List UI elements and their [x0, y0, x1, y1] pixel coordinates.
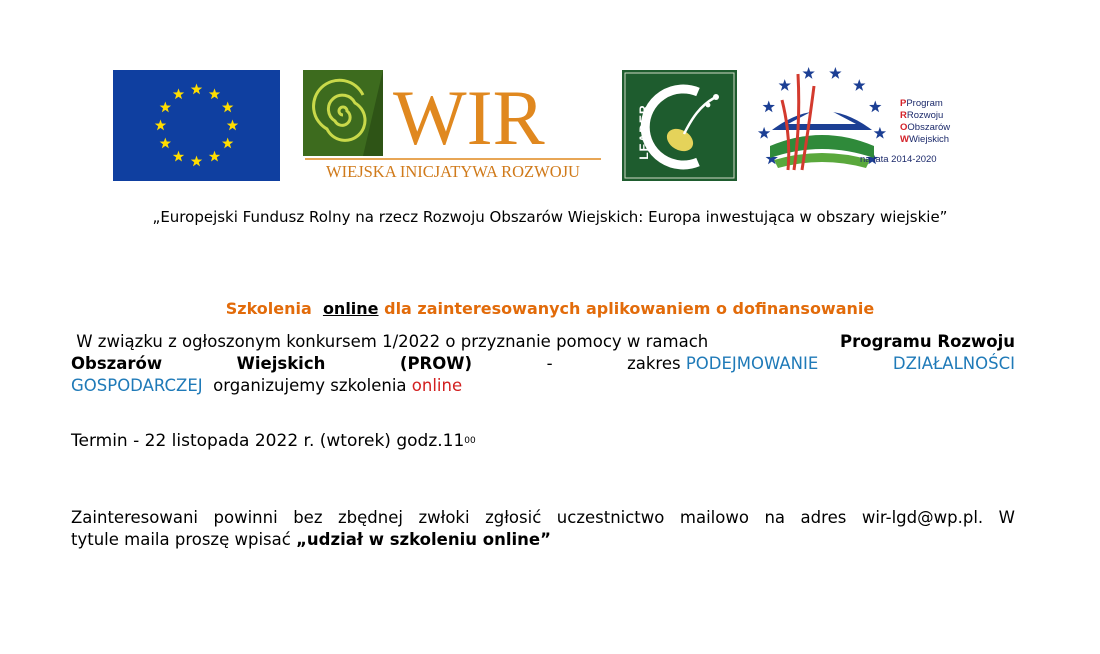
- intro-line-3: [71, 375, 1015, 397]
- motto: „Europejski Fundusz Rolny na rzecz Rozwoju Obszarów Wiejskich: Europa inwestująca w obszary wiejskie”: [152, 208, 948, 226]
- star-icon: [802, 67, 814, 79]
- contact-line-1: Zainteresowani powinni bez zbędnej zwłoki zgłosić uczestnictwo mailowo na adres wir-lgd@wp.pl. W: [71, 508, 1015, 527]
- word-obszarow: Obszarów: [71, 354, 163, 373]
- intro-line3-text: organizujemy szkolenia: [213, 376, 407, 395]
- intro-line-1: [71, 331, 1015, 353]
- star-icon: [227, 120, 238, 131]
- termin-sup: 00: [464, 436, 476, 446]
- termin-text: Termin - 22 listopada 2022 r. (wtorek) godz.11: [71, 431, 465, 451]
- termin: [71, 431, 476, 451]
- prow-logo: [750, 62, 950, 182]
- contact-paragraph: [71, 507, 1015, 551]
- leader-text: LEADER: [637, 104, 651, 160]
- headline-online: online: [322, 299, 379, 318]
- intro-line-2: [71, 353, 1015, 375]
- prow-name: [900, 98, 950, 146]
- star-icon: [209, 88, 220, 99]
- star-icon: [173, 151, 184, 162]
- star-icon: [758, 127, 770, 139]
- intro-online: online: [411, 376, 463, 395]
- word-dzialalnosci: DZIAŁALNOŚCI: [892, 354, 1015, 373]
- star-icon: [829, 67, 841, 79]
- headline-part1: Szkolenia: [225, 299, 312, 318]
- star-icon: [160, 102, 171, 113]
- contact-text: tytule maila proszę wpisać: [71, 530, 291, 549]
- star-icon: [779, 79, 791, 91]
- prow-years: na lata 2014-2020: [860, 154, 937, 165]
- star-icon: [191, 84, 202, 95]
- star-icon: [160, 138, 171, 149]
- word-dash: -: [546, 354, 553, 373]
- star-icon: [155, 120, 166, 131]
- wir-logo: [303, 70, 603, 182]
- star-icon: [209, 151, 220, 162]
- word-gospodarczej: GOSPODARCZEJ: [71, 376, 203, 395]
- headline-part2: dla zainteresowanych aplikowaniem o dofinansowanie: [384, 299, 875, 318]
- star-icon: [874, 127, 886, 139]
- star-icon: [869, 101, 881, 113]
- star-icon: [191, 156, 202, 167]
- prow-line: WWiejskich: [900, 134, 950, 145]
- contact-line-2: [71, 529, 1015, 551]
- leader-logo: [622, 70, 737, 181]
- prow-line: PProgram: [900, 98, 943, 109]
- eu-stars-icon: [113, 70, 280, 181]
- intro-text: W związku z ogłoszonym konkursem 1/2022 o przyznanie pomocy w ramach: [76, 332, 709, 351]
- contact-subject: „udział w szkoleniu online”: [296, 530, 551, 549]
- intro-paragraph: [71, 331, 1015, 397]
- intro-bold: Programu Rozwoju: [840, 332, 1015, 351]
- word-zakres: zakres PODEJMOWANIE: [627, 354, 819, 373]
- eu-flag-logo: [113, 70, 280, 181]
- star-icon: [763, 101, 775, 113]
- wir-subtitle: WIEJSKA INICJATYWA ROZWOJU: [326, 162, 580, 181]
- star-icon: [222, 138, 233, 149]
- star-icon: [173, 88, 184, 99]
- prow-line: RRozwoju: [900, 110, 944, 121]
- word-prow: (PROW): [399, 354, 473, 373]
- wir-mark: WIR: [393, 74, 545, 161]
- star-icon: [222, 102, 233, 113]
- headline: [0, 299, 1100, 318]
- prow-line: OObszarów: [900, 122, 951, 133]
- star-icon: [853, 79, 865, 91]
- word-wiejskich: Wiejskich: [236, 354, 326, 373]
